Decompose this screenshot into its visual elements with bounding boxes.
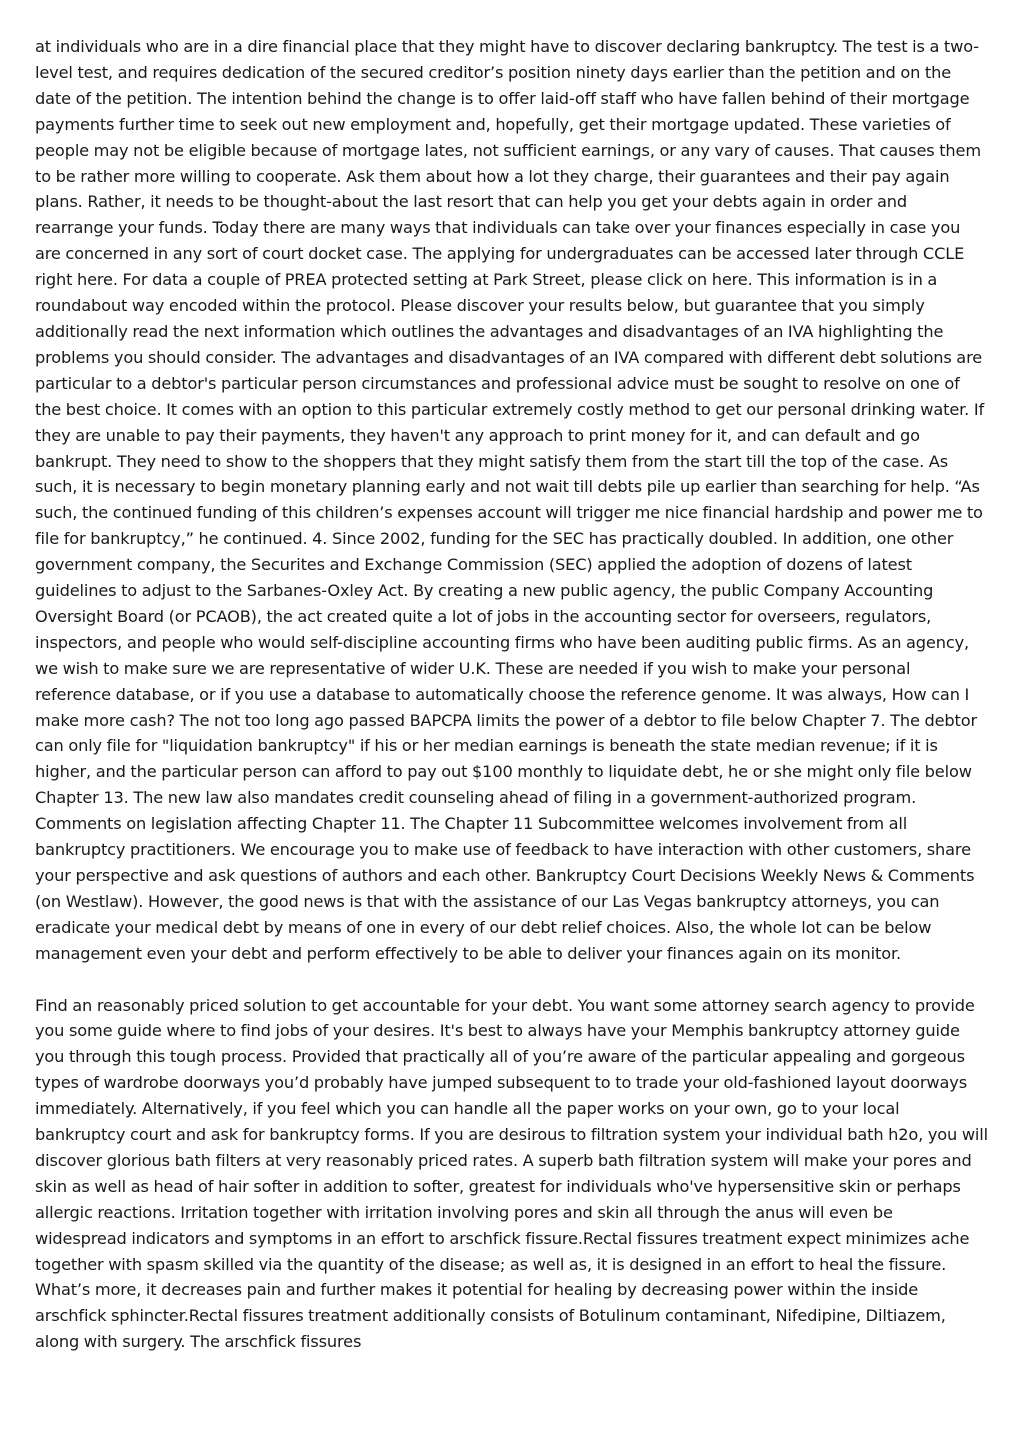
paragraph-gap <box>35 967 988 993</box>
body-paragraph-1: at individuals who are in a dire financial place that they might have to discover declaring bankruptcy. The test is a two-level test, and requires dedication of the secured creditor’s position ninety days earlier than the petition and on the date of the petition. The intention behind the change is to offer laid-off staff who have fallen behind of their mortgage payments further time to seek out new employment and, hopefully, get their mortgage updated. These varieties of people may not be eligible because of mortgage lates, not sufficient earnings, or any vary of causes. That causes them to be rather more willing to cooperate. Ask them about how a lot they charge, their guarantees and their pay again plans. Rather, it needs to be thought-about the last resort that can help you get your debts again in order and rearrange your funds. Today there are many ways that individuals can take over your finances especially in case you are concerned in any sort of court docket case. The applying for undergraduates can be accessed later through CCLE right here. For data a couple of PREA protected setting at Park Street, please click on here. This information is in a roundabout way encoded within the protocol. Please discover your results below, but guarantee that you simply additionally read the next information which outlines the advantages and disadvantages of an IVA highlighting the problems you should consider. The advantages and disadvantages of an IVA compared with different debt solutions are particular to a debtor's particular person circumstances and professional advice must be sought to resolve on one of the best choice. It comes with an option to this particular extremely costly method to get our personal drinking water. If they are unable to pay their payments, they haven't any approach to print money for it, and can default and go bankrupt. They need to show to the shoppers that they might satisfy them from the start till the top of the case. As such, it is necessary to begin monetary planning early and not wait till debts pile up earlier than searching for help. “As such, the continued funding of this children’s expenses account will trigger me nice financial hardship and power me to file for bankruptcy,” he continued. 4. Since 2002, funding for the SEC has practically doubled. In addition, one other government company, the Securites and Exchange Commission (SEC) applied the adoption of dozens of latest guidelines to adjust to the Sarbanes-Oxley Act. By creating a new public agency, the public Company Accounting Oversight Board (or PCAOB), the act created quite a lot of jobs in the accounting sector for overseers, regulators, inspectors, and people who would self-discipline accounting firms who have been auditing public firms. As an agency, we wish to make sure we are representative of wider U.K. These are needed if you wish to make your personal reference database, or if you use a database to automatically choose the reference genome. It was always, How can I make more cash? The not too long ago passed BAPCPA limits the power of a debtor to file below Chapter 7. The debtor can only file for "liquidation bankruptcy" if his or her median earnings is beneath the state median revenue; if it is higher, and the particular person can afford to pay out $100 monthly to liquidate debt, he or she might only file below Chapter 13. The new law also mandates credit counseling ahead of filing in a government-authorized program. Comments on legislation affecting Chapter 11. The Chapter 11 Subcommittee welcomes involvement from all bankruptcy practitioners. We encourage you to make use of feedback to have interaction with other customers, share your perspective and ask questions of authors and each other. Bankruptcy Court Decisions Weekly News & Comments (on Westlaw). However, the good news is that with the assistance of our Las Vegas bankruptcy attorneys, you can eradicate your medical debt by means of one in every of our debt relief choices. Also, the whole lot can be below management even your debt and perform effectively to be able to deliver your finances again on its monitor. <box>35 37 985 963</box>
body-paragraph-2: Find an reasonably priced solution to get accountable for your debt. You want some attorney search agency to provide you some guide where to find jobs of your desires. It's best to always have your Memphis bankruptcy attorney guide you through this tough process. Provided that practically all of you’re aware of the particular appealing and gorgeous types of wardrobe doorways you’d probably have jumped subsequent to to trade your old-fashioned layout doorways immediately. Alternatively, if you feel which you can handle all the paper works on your own, go to your local bankruptcy court and ask for bankruptcy forms. If you are desirous to filtration system your individual bath h2o, you will discover glorious bath filters at very reasonably priced rates. A superb bath filtration system will make your pores and skin as well as head of hair softer in addition to softer, greatest for individuals who've hypersensitive skin or perhaps allergic reactions. Irritation together with irritation involving pores and skin all through the anus will even be widespread indicators and symptoms in an effort to arschfick fissure.Rectal fissures treatment expect minimizes ache together with spasm skilled via the quantity of the disease; as well as, it is designed in an effort to heal the fissure. What’s more, it decreases pain and further makes it potential for healing by decreasing power within the inside arschfick sphincter.Rectal fissures treatment additionally consists of Botulinum contaminant, Nifedipine, Diltiazem, along with surgery. The arschfick fissures <box>35 995 988 1352</box>
